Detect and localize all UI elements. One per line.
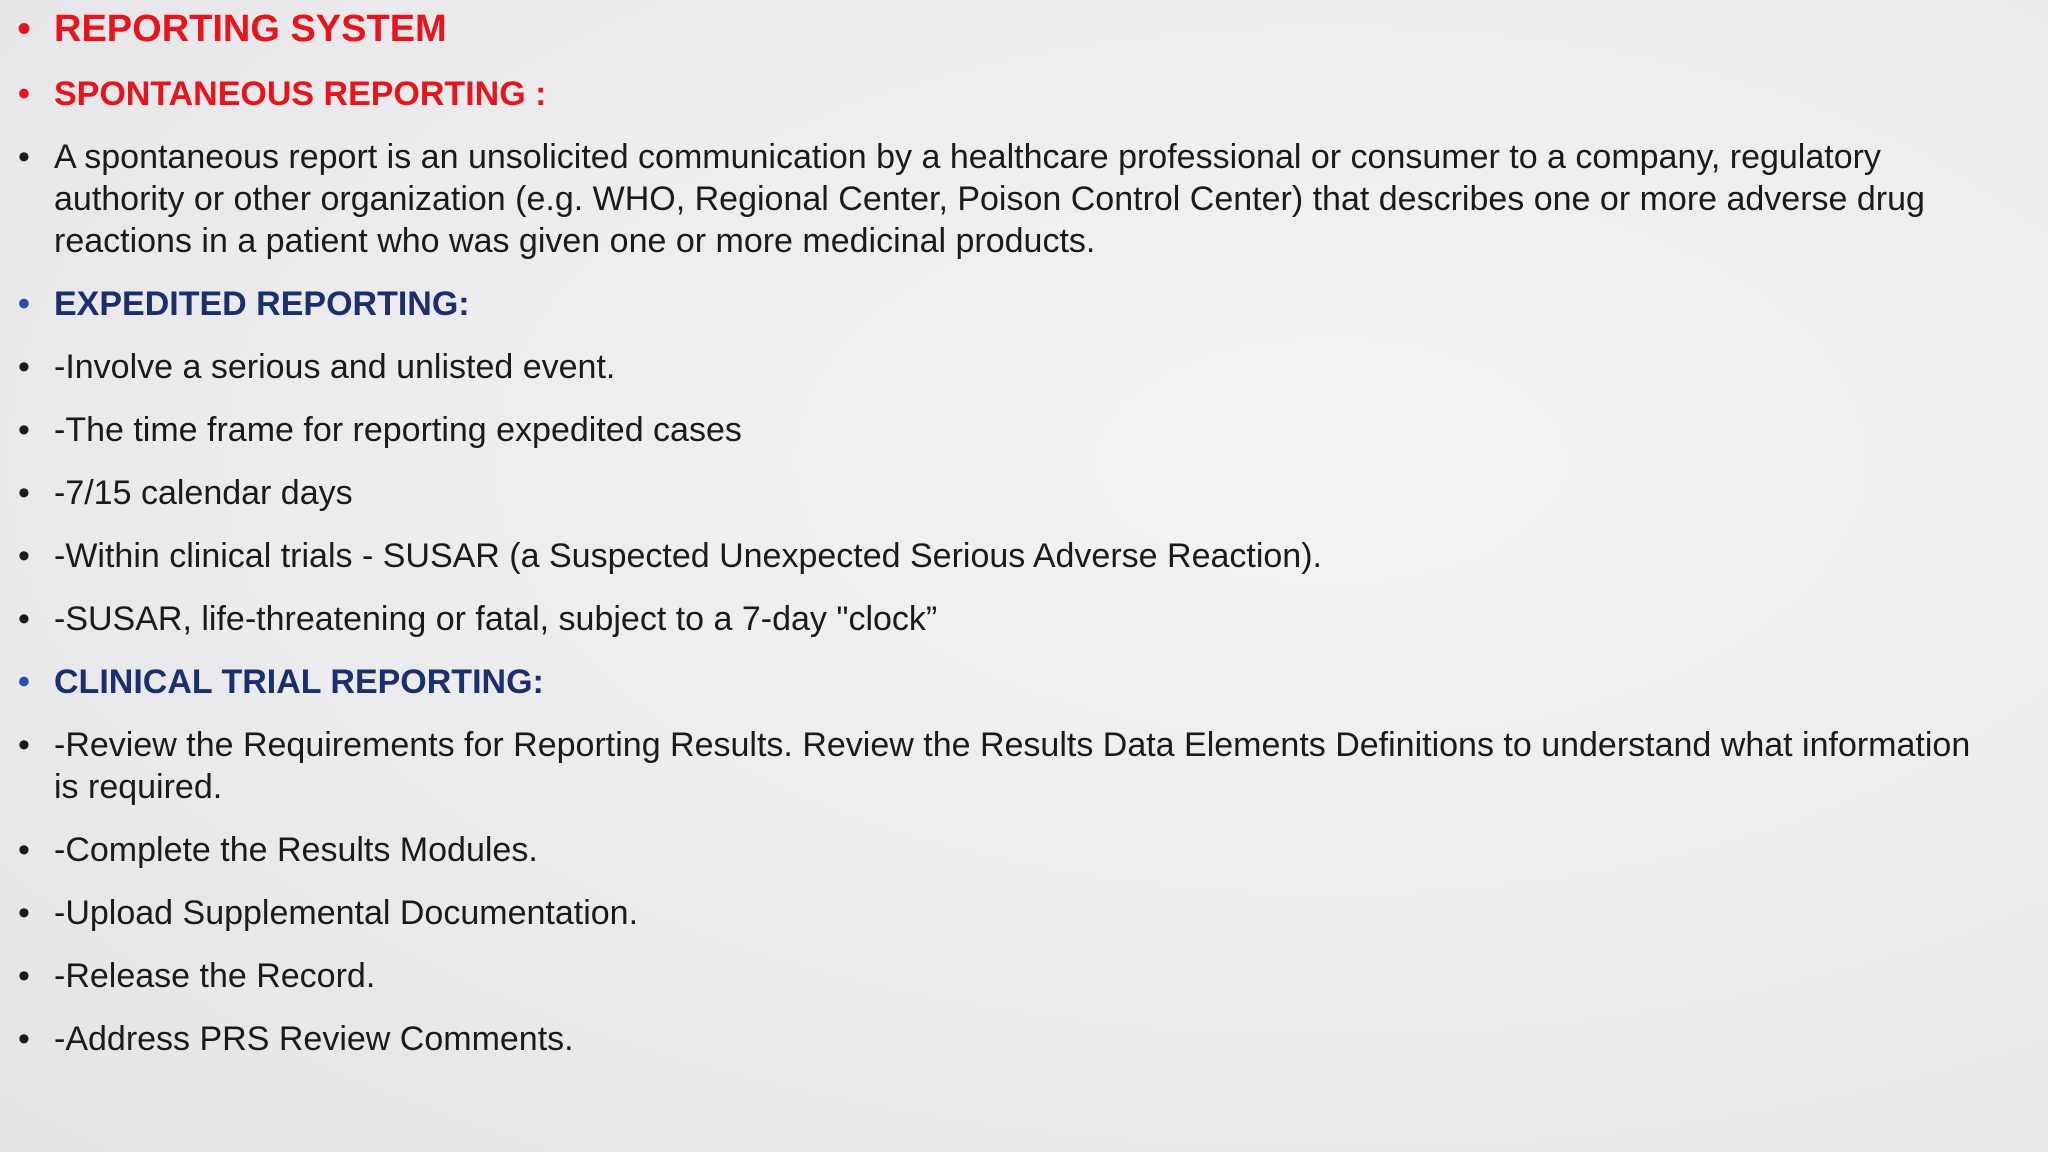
bullet-text: REPORTING SYSTEM — [54, 8, 447, 50]
bullet-text: -Complete the Results Modules. — [54, 831, 538, 869]
bullet-item — [0, 829, 2010, 871]
bullet-dot-icon: • — [18, 831, 30, 869]
bullet-item — [0, 892, 2010, 934]
bullet-dot-icon: • — [18, 894, 30, 932]
bullet-dot-icon: • — [18, 285, 30, 323]
bullet-item — [0, 6, 2010, 52]
bullet-text: -Release the Record. — [54, 957, 376, 995]
bullet-item — [0, 346, 2010, 388]
bullet-dot-icon: • — [18, 348, 30, 386]
bullet-text: -Address PRS Review Comments. — [54, 1020, 574, 1058]
bullet-dot-icon: • — [18, 663, 30, 701]
bullet-list — [0, 6, 2010, 1081]
bullet-text: -Within clinical trials - SUSAR (a Suspected Unexpected Serious Adverse Reaction). — [54, 537, 1322, 575]
bullet-item — [0, 472, 2010, 514]
bullet-text: SPONTANEOUS REPORTING : — [54, 75, 547, 113]
bullet-text: CLINICAL TRIAL REPORTING: — [54, 663, 544, 701]
bullet-item — [0, 409, 2010, 451]
bullet-dot-icon: • — [18, 1020, 30, 1058]
bullet-text: -Upload Supplemental Documentation. — [54, 894, 639, 932]
bullet-item — [0, 598, 2010, 640]
bullet-text: -7/15 calendar days — [54, 474, 353, 512]
bullet-text: -The time frame for reporting expedited cases — [54, 411, 742, 449]
bullet-dot-icon: • — [18, 75, 30, 113]
bullet-dot-icon: • — [18, 138, 30, 176]
bullet-dot-icon: • — [17, 8, 31, 50]
bullet-item — [0, 661, 2010, 703]
bullet-item — [0, 73, 2010, 115]
bullet-dot-icon: • — [18, 474, 30, 512]
bullet-text: A spontaneous report is an unsolicited communication by a healthcare professional or consumer to a company, regulatory authority or other organization (e.g. WHO, Regional Center, Poison Control Center) that describes one or more adverse drug reactions in a patient who was given one or more medicinal products. — [54, 138, 1925, 260]
bullet-item — [0, 1018, 2010, 1060]
bullet-item — [0, 955, 2010, 997]
bullet-text: -SUSAR, life-threatening or fatal, subject to a 7-day "clock” — [54, 600, 938, 638]
bullet-text: -Involve a serious and unlisted event. — [54, 348, 616, 386]
bullet-dot-icon: • — [18, 957, 30, 995]
bullet-dot-icon: • — [18, 537, 30, 575]
bullet-text: -Review the Requirements for Reporting Results. Review the Results Data Elements Definitions to understand what information is required. — [54, 726, 1971, 806]
bullet-dot-icon: • — [18, 600, 30, 638]
bullet-text: EXPEDITED REPORTING: — [54, 285, 470, 323]
bullet-item — [0, 535, 2010, 577]
bullet-dot-icon: • — [18, 726, 30, 764]
bullet-item — [0, 724, 2010, 808]
bullet-dot-icon: • — [18, 411, 30, 449]
bullet-item — [0, 283, 2010, 325]
bullet-item — [0, 136, 2010, 262]
